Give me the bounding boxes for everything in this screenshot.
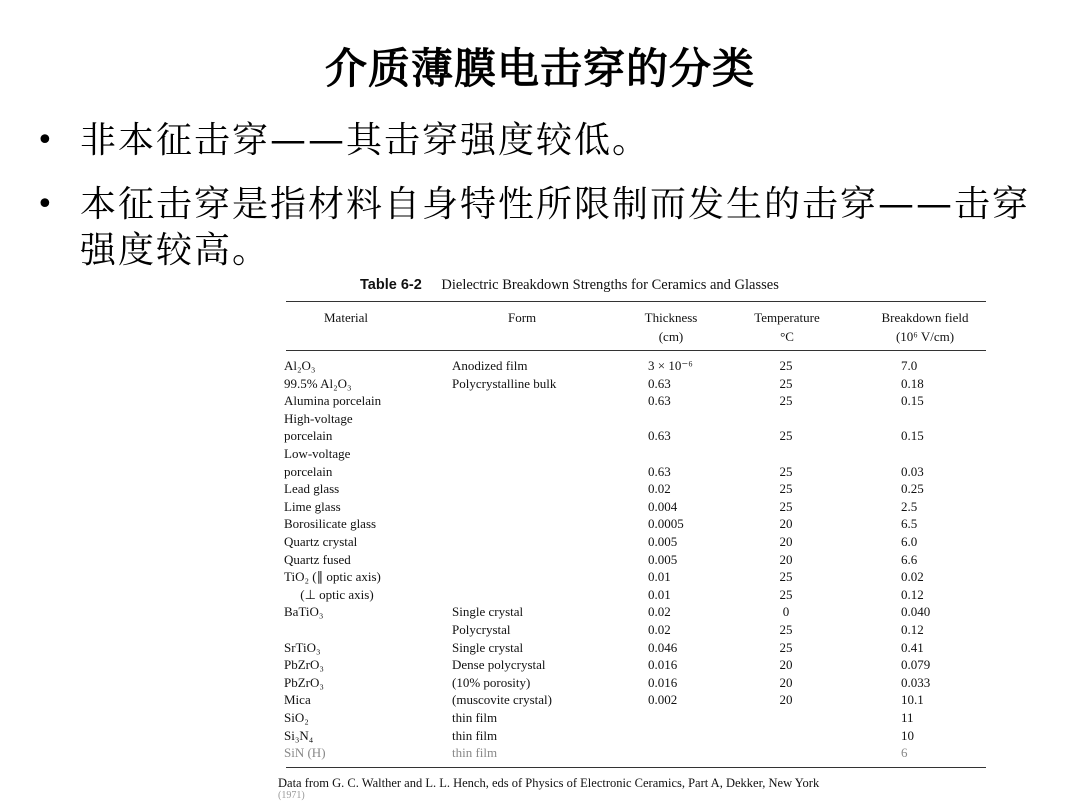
cell-temperature: 20: [779, 657, 793, 673]
table-number: Table 6-2: [360, 277, 422, 293]
cell-breakdown: 0.12: [901, 622, 924, 637]
cell-material: (⊥ optic axis): [284, 586, 374, 602]
cell-breakdown: 0.15: [901, 393, 924, 409]
cell-thickness: 0.005: [648, 551, 678, 567]
cell-form: (10% porosity): [452, 674, 531, 690]
cell-breakdown: 0.25: [901, 481, 924, 497]
table-row: [276, 622, 996, 640]
cell-material: Al₂O₃: [284, 358, 316, 373]
cell-temperature: 20: [779, 551, 793, 567]
table-row: [276, 534, 996, 552]
table-row: [276, 411, 996, 429]
table-top-rule: [286, 301, 986, 302]
cell-temperature: 20: [779, 534, 793, 549]
cell-thickness: 3 × 10⁻⁶: [648, 358, 693, 373]
cell-material: Borosilicate glass: [284, 516, 377, 532]
cell-material: Alumina porcelain: [284, 393, 382, 409]
cell-temperature: 25: [779, 393, 793, 409]
cell-temperature: 20: [779, 516, 793, 532]
cell-breakdown: 0.03: [901, 463, 924, 479]
header-breakdown: [868, 308, 982, 346]
cell-material: Quartz crystal: [284, 534, 358, 549]
bullet-dot-icon: •: [36, 123, 56, 158]
cell-breakdown: 2.5: [901, 498, 918, 514]
table-row: [276, 710, 996, 728]
cell-thickness: 0.046: [648, 639, 678, 655]
table-row: [276, 358, 996, 376]
header-breakdown-label: Breakdown field: [881, 310, 969, 325]
cell-breakdown: 0.079: [901, 657, 931, 673]
cell-breakdown: 6.5: [901, 516, 918, 532]
table-row: [276, 464, 996, 482]
cell-breakdown: 6.0: [901, 534, 918, 549]
header-temperature-label: Temperature: [754, 310, 820, 325]
cell-breakdown: 0.12: [901, 586, 924, 602]
cell-thickness: 0.01: [648, 569, 671, 585]
cell-breakdown: 0.41: [901, 639, 924, 655]
header-breakdown-unit: (10⁶ V/cm): [895, 329, 955, 344]
cell-form: thin film: [452, 745, 498, 761]
breakdown-table: [276, 272, 996, 802]
cell-material: BaTiO₃: [284, 604, 324, 620]
cell-breakdown: 6: [901, 745, 908, 761]
table-row: [276, 604, 996, 622]
cell-temperature: 25: [779, 375, 793, 391]
header-thickness-unit: (cm): [658, 329, 684, 344]
cell-breakdown: 0.15: [901, 428, 924, 444]
cell-breakdown: 10: [901, 727, 914, 743]
cell-breakdown: 0.02: [901, 569, 924, 585]
cell-form: (muscovite crystal): [452, 692, 552, 708]
bullet-text: 非本征击穿——其击穿强度较低。: [80, 120, 651, 161]
cell-temperature: 20: [779, 692, 793, 708]
table-footnote-cut: (1971): [278, 790, 305, 801]
cell-breakdown: 0.033: [901, 674, 931, 690]
table-row: [276, 446, 996, 464]
cell-temperature: 25: [779, 463, 793, 479]
cell-temperature: 25: [779, 428, 793, 444]
cell-temperature: 20: [779, 674, 793, 690]
cell-thickness: 0.004: [648, 498, 678, 514]
cell-temperature: 25: [779, 639, 793, 655]
header-form: Form: [508, 310, 537, 325]
cell-material: Low-voltage: [284, 446, 351, 461]
cell-material: SiO₂: [284, 710, 309, 725]
table-row: [276, 569, 996, 587]
cell-material: Lead glass: [284, 481, 340, 497]
header-temperature-unit: °C: [780, 329, 794, 344]
table-row: [276, 516, 996, 534]
bullet-dot-icon: •: [36, 187, 56, 222]
cell-temperature: 25: [779, 498, 793, 514]
cell-thickness: 0.005: [648, 534, 678, 549]
cell-form: Single crystal: [452, 604, 524, 620]
table-row: [276, 692, 996, 710]
cell-material: porcelain: [284, 428, 333, 444]
cell-temperature: 0: [782, 604, 790, 620]
cell-breakdown: 11: [901, 710, 914, 725]
cell-thickness: 0.63: [648, 428, 671, 444]
cell-form: Single crystal: [452, 639, 524, 655]
cell-breakdown: 7.0: [901, 358, 918, 373]
cell-temperature: 25: [779, 569, 793, 585]
cell-thickness: 0.02: [648, 604, 671, 620]
table-row: [276, 481, 996, 499]
table-row: [276, 745, 996, 763]
cell-breakdown: 6.6: [901, 551, 918, 567]
cell-breakdown: 10.1: [901, 692, 924, 708]
slide-title: 介质薄膜电击穿的分类: [324, 44, 755, 93]
table-caption: [360, 277, 779, 294]
cell-material: TiO₂ (∥ optic axis): [284, 569, 381, 585]
cell-temperature: 25: [779, 622, 793, 637]
cell-material: High-voltage: [284, 410, 353, 426]
cell-material: SiN (H): [284, 745, 326, 761]
table-caption-text: Dielectric Breakdown Strengths for Ceramics and Glasses: [441, 277, 779, 293]
header-thickness-label: Thickness: [644, 310, 698, 325]
table-row: [276, 675, 996, 693]
cell-temperature: 25: [779, 481, 793, 497]
bullet-text: 本征击穿是指材料自身特性所限制而发生的击穿——击穿强度较高。: [80, 184, 1031, 271]
table-row: [276, 393, 996, 411]
cell-material: 99.5% Al₂O₃: [284, 375, 352, 391]
cell-material: Quartz fused: [284, 551, 351, 567]
table-row: [276, 728, 996, 746]
table-row: [276, 428, 996, 446]
table-row: [276, 640, 996, 658]
cell-thickness: 0.63: [648, 463, 671, 479]
cell-temperature: 25: [779, 586, 793, 602]
cell-material: porcelain: [284, 463, 333, 479]
table-row: [276, 499, 996, 517]
cell-form: thin film: [452, 710, 498, 725]
cell-form: Anodized film: [452, 358, 528, 373]
cell-material: PbZrO₃: [284, 657, 324, 673]
cell-thickness: 0.002: [648, 692, 678, 708]
table-bottom-rule: [286, 767, 986, 768]
cell-material: Lime glass: [284, 498, 341, 514]
table-footnote: Data from G. C. Walther and L. L. Hench, eds of Physics of Electronic Ceramics, Part A, Dekker, New York: [278, 776, 820, 790]
cell-thickness: 0.016: [648, 657, 678, 673]
cell-form: Dense polycrystal: [452, 657, 546, 673]
cell-thickness: 0.01: [648, 586, 671, 602]
cell-material: PbZrO₃: [284, 674, 324, 690]
bullet-list: [36, 118, 1046, 292]
cell-thickness: 0.016: [648, 674, 678, 690]
cell-thickness: 0.63: [648, 375, 671, 391]
cell-form: thin film: [452, 727, 498, 743]
table-row: [276, 587, 996, 605]
cell-thickness: 0.0005: [648, 516, 684, 532]
header-temperature: [744, 308, 830, 346]
header-material: Material: [324, 310, 369, 325]
cell-thickness: 0.02: [648, 622, 671, 637]
header-thickness: [638, 308, 704, 346]
cell-form: Polycrystalline bulk: [452, 375, 557, 391]
bullet-item: [36, 182, 1046, 274]
table-row: [276, 552, 996, 570]
cell-temperature: 25: [779, 358, 793, 373]
table-header-rule: [286, 350, 986, 351]
table-row: [276, 657, 996, 675]
cell-thickness: 0.02: [648, 481, 671, 497]
cell-material: SrTiO₃: [284, 639, 321, 655]
cell-form: Polycrystal: [452, 622, 511, 637]
table-row: [276, 376, 996, 394]
cell-material: Mica: [284, 692, 311, 708]
cell-thickness: 0.63: [648, 393, 671, 409]
bullet-item: [36, 118, 1046, 164]
cell-breakdown: 0.040: [901, 604, 931, 620]
cell-breakdown: 0.18: [901, 375, 924, 391]
cell-material: Si₃N₄: [284, 727, 314, 743]
